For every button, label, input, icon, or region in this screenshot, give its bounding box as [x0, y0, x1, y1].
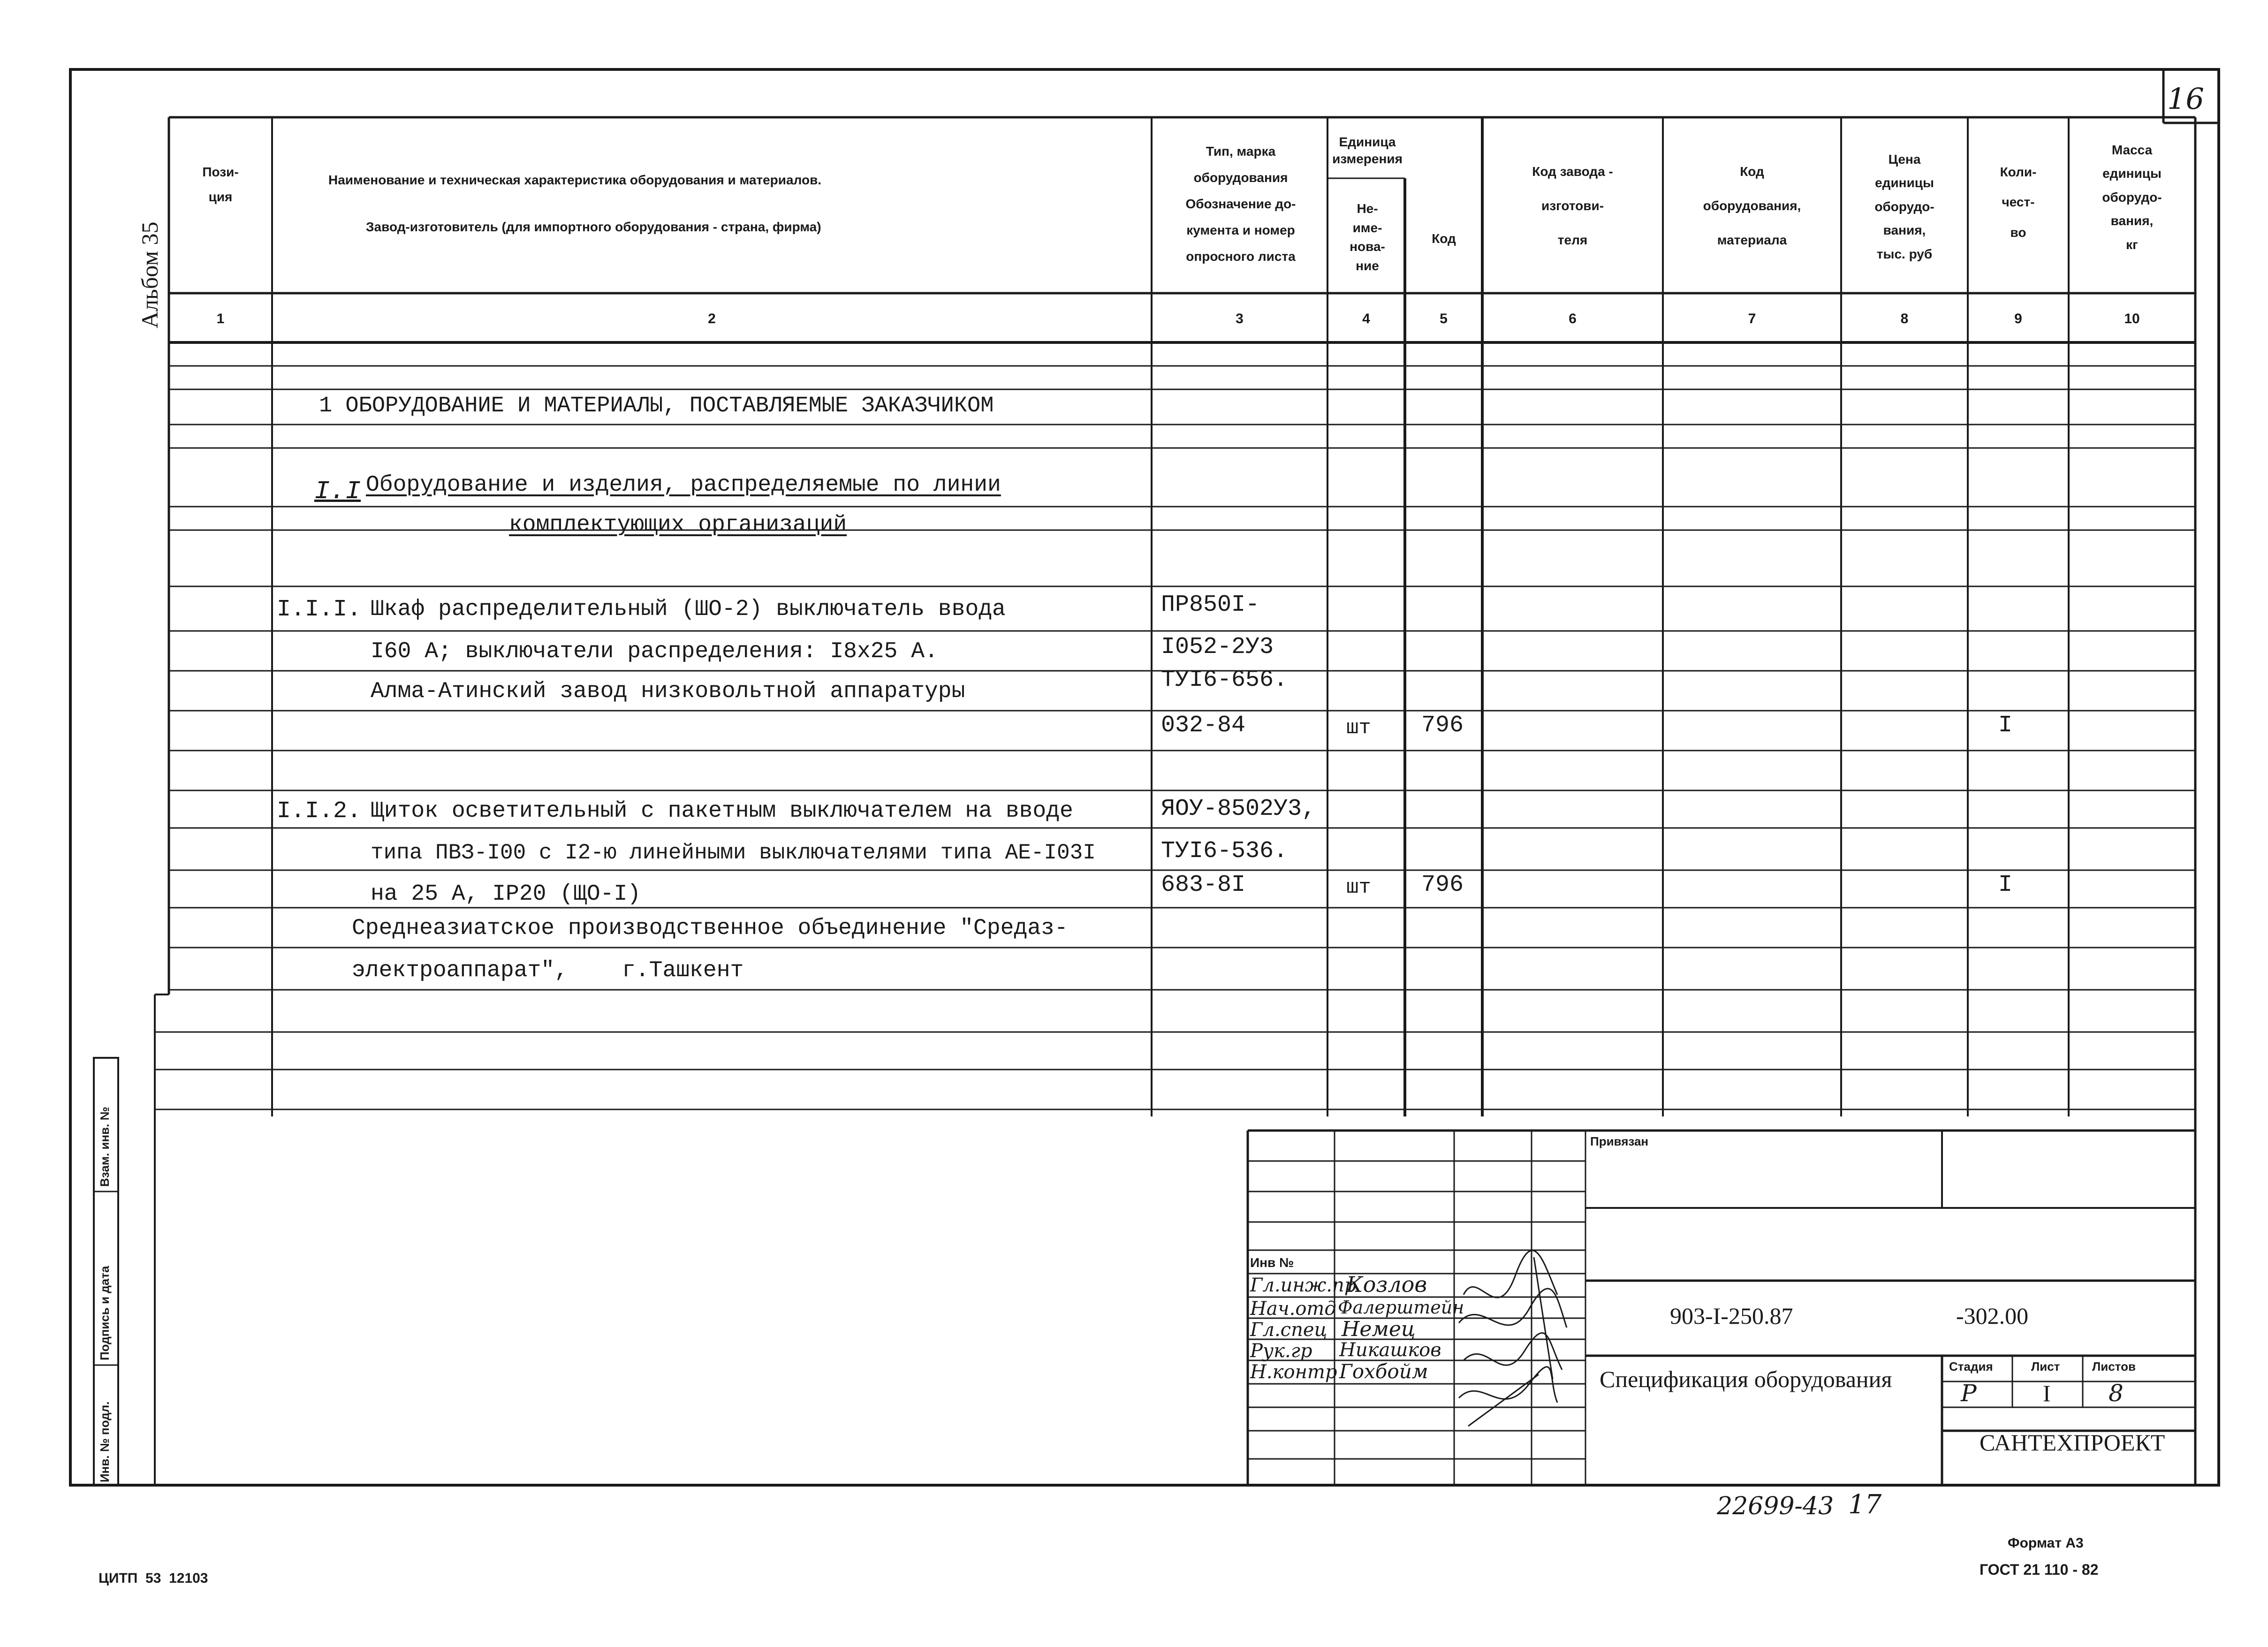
stamp-privyazan: Привязан — [1590, 1134, 1649, 1148]
col-header-manufacturer-code: Код завода - изготови- теля — [1532, 164, 1613, 247]
item-2-line-1: Щиток осветительный с пакетным выключателем на вводе — [371, 798, 1073, 824]
item-2-unit-code: 796 — [1421, 872, 1464, 898]
stamp-doc-title: Спецификация оборудования — [1600, 1366, 1892, 1392]
col-num-10: 10 — [2124, 311, 2140, 326]
col-header-type: Тип, марка оборудования Обозначение до- кумента и номер опросного листа — [1185, 144, 1296, 264]
format-label: Формат А3 — [2008, 1535, 2084, 1551]
archive-page: 17 — [1848, 1489, 1882, 1520]
section-1-1-line2: комплектующих организаций — [509, 512, 847, 538]
item-1-type-2: I052-2У3 — [1161, 634, 1274, 660]
album-label: Альбом 35 — [137, 221, 163, 328]
stamp-sheets-value: 8 — [2109, 1380, 2124, 1407]
item-1-unit-code: 796 — [1421, 712, 1464, 739]
section-1-1-number: I.I — [314, 477, 361, 506]
item-2-line-4: Среднеазиатское производственное объединение "Средаз- — [352, 916, 1068, 941]
margin-inv-original: Инв. № подл. — [98, 1401, 112, 1482]
item-1-line-3: Алма-Атинский завод низковольтной аппаратуры — [371, 679, 965, 704]
stamp-role-4: Рук.гр — [1250, 1340, 1312, 1362]
item-2-type-1: ЯОУ-8502У3, — [1161, 796, 1316, 822]
col-num-2: 2 — [708, 311, 716, 326]
margin-sign-date: Подпись и дата — [98, 1266, 112, 1360]
item-2-position: I.I.2. — [277, 798, 362, 825]
item-1-type-3: ТУI6-656. — [1161, 667, 1288, 693]
col-header-unit-name: Не- име- нова- ние — [1350, 201, 1385, 273]
item-1-type-4: 032-84 — [1161, 712, 1246, 739]
col-num-8: 8 — [1900, 311, 1909, 326]
stamp-stage-value: Р — [1961, 1380, 1977, 1407]
stamp-name-4: Никашков — [1339, 1339, 1441, 1361]
item-2-type-3: 683-8I — [1161, 872, 1246, 898]
stamp-name-5: Гохбойм — [1339, 1360, 1428, 1383]
col-num-9: 9 — [2014, 311, 2022, 326]
stamp-name-3: Немец — [1342, 1317, 1416, 1341]
col-header-manufacturer: Завод-изготовитель (для импортного оборудования - страна, фирма) — [366, 220, 821, 234]
print-mark: ЦИТП 53 12103 — [99, 1571, 208, 1586]
item-2-line-2: типа ПВЗ-I00 с I2-ю линейными выключателями типа АЕ-I03I — [371, 841, 1096, 865]
col-num-3: 3 — [1236, 311, 1244, 326]
item-2-quantity: I — [1998, 872, 2013, 898]
col-header-price: Цена единицы оборудо- вания, тыс. руб — [1874, 152, 1934, 261]
stamp-inv-no: Инв № — [1250, 1255, 1294, 1270]
stamp-doc-suffix: -302.00 — [1956, 1303, 2029, 1329]
margin-inv-replaced: Взам. инв. № — [98, 1107, 112, 1187]
stamp-doc-code: 903-I-250.87 — [1670, 1303, 1793, 1329]
item-2-type-2: ТУI6-536. — [1161, 838, 1288, 865]
col-header-mass: Масса единицы оборудо- вания, кг — [2102, 143, 2162, 252]
stamp-organization: САНТЕХПРОЕКТ — [1980, 1429, 2165, 1456]
section-1-heading: 1 ОБОРУДОВАНИЕ И МАТЕРИАЛЫ, ПОСТАВЛЯЕМЫЕ ЗАКАЗЧИКОМ — [319, 394, 994, 418]
col-header-quantity: Коли- чест- во — [2000, 165, 2037, 240]
stamp-sheet-label: Лист — [2031, 1359, 2060, 1374]
col-num-5: 5 — [1440, 311, 1448, 326]
stamp-stage-label: Стадия — [1949, 1359, 1993, 1374]
item-2-line-3: на 25 А, IР20 (ЩО-I) — [371, 881, 641, 907]
stamp-role-1: Гл.инж.пр — [1250, 1275, 1357, 1296]
stamp-role-2: Нач.отд — [1250, 1298, 1336, 1320]
col-num-4: 4 — [1362, 311, 1370, 326]
gost-label: ГОСТ 21 110 - 82 — [1980, 1561, 2099, 1578]
col-header-unit-group: Единица измерения — [1332, 135, 1403, 167]
col-num-6: 6 — [1569, 311, 1577, 326]
item-1-line-1: Шкаф распределительный (ШО-2) выключатель ввода — [371, 597, 1006, 622]
col-header-equipment-code: Код оборудования, материала — [1703, 164, 1801, 247]
col-num-1: 1 — [216, 311, 225, 326]
item-2-line-5: электроаппарат", г.Ташкент — [352, 958, 744, 983]
item-1-line-2: I60 А; выключатели распределения: I8х25 А. — [371, 639, 938, 664]
item-1-quantity: I — [1998, 712, 2013, 739]
col-header-unit-code: Код — [1432, 231, 1456, 246]
stamp-sheets-label: Листов — [2092, 1359, 2136, 1374]
item-1-position: I.I.I. — [277, 596, 362, 623]
col-header-position: Пози- ция — [202, 165, 239, 205]
section-1-1-line1: Оборудование и изделия, распределяемые по линии — [366, 472, 1001, 498]
sheet-number-mark: 16 — [2167, 82, 2204, 116]
stamp-name-2: Фалерштейн — [1338, 1297, 1464, 1318]
stamp-role-5: Н.контр — [1250, 1361, 1337, 1383]
archive-number: 22699-43 — [1717, 1492, 1834, 1520]
stamp-name-1: Козлов — [1346, 1272, 1427, 1297]
stamp-role-3: Гл.спец — [1250, 1319, 1327, 1341]
item-2-unit: шт — [1346, 876, 1371, 899]
item-1-type-1: ПР850I- — [1161, 592, 1260, 618]
stamp-sheet-value: I — [2043, 1380, 2051, 1406]
item-1-unit: шт — [1346, 716, 1371, 740]
col-header-name: Наименование и техническая характеристика оборудования и материалов. — [328, 173, 822, 187]
col-num-7: 7 — [1748, 311, 1756, 326]
